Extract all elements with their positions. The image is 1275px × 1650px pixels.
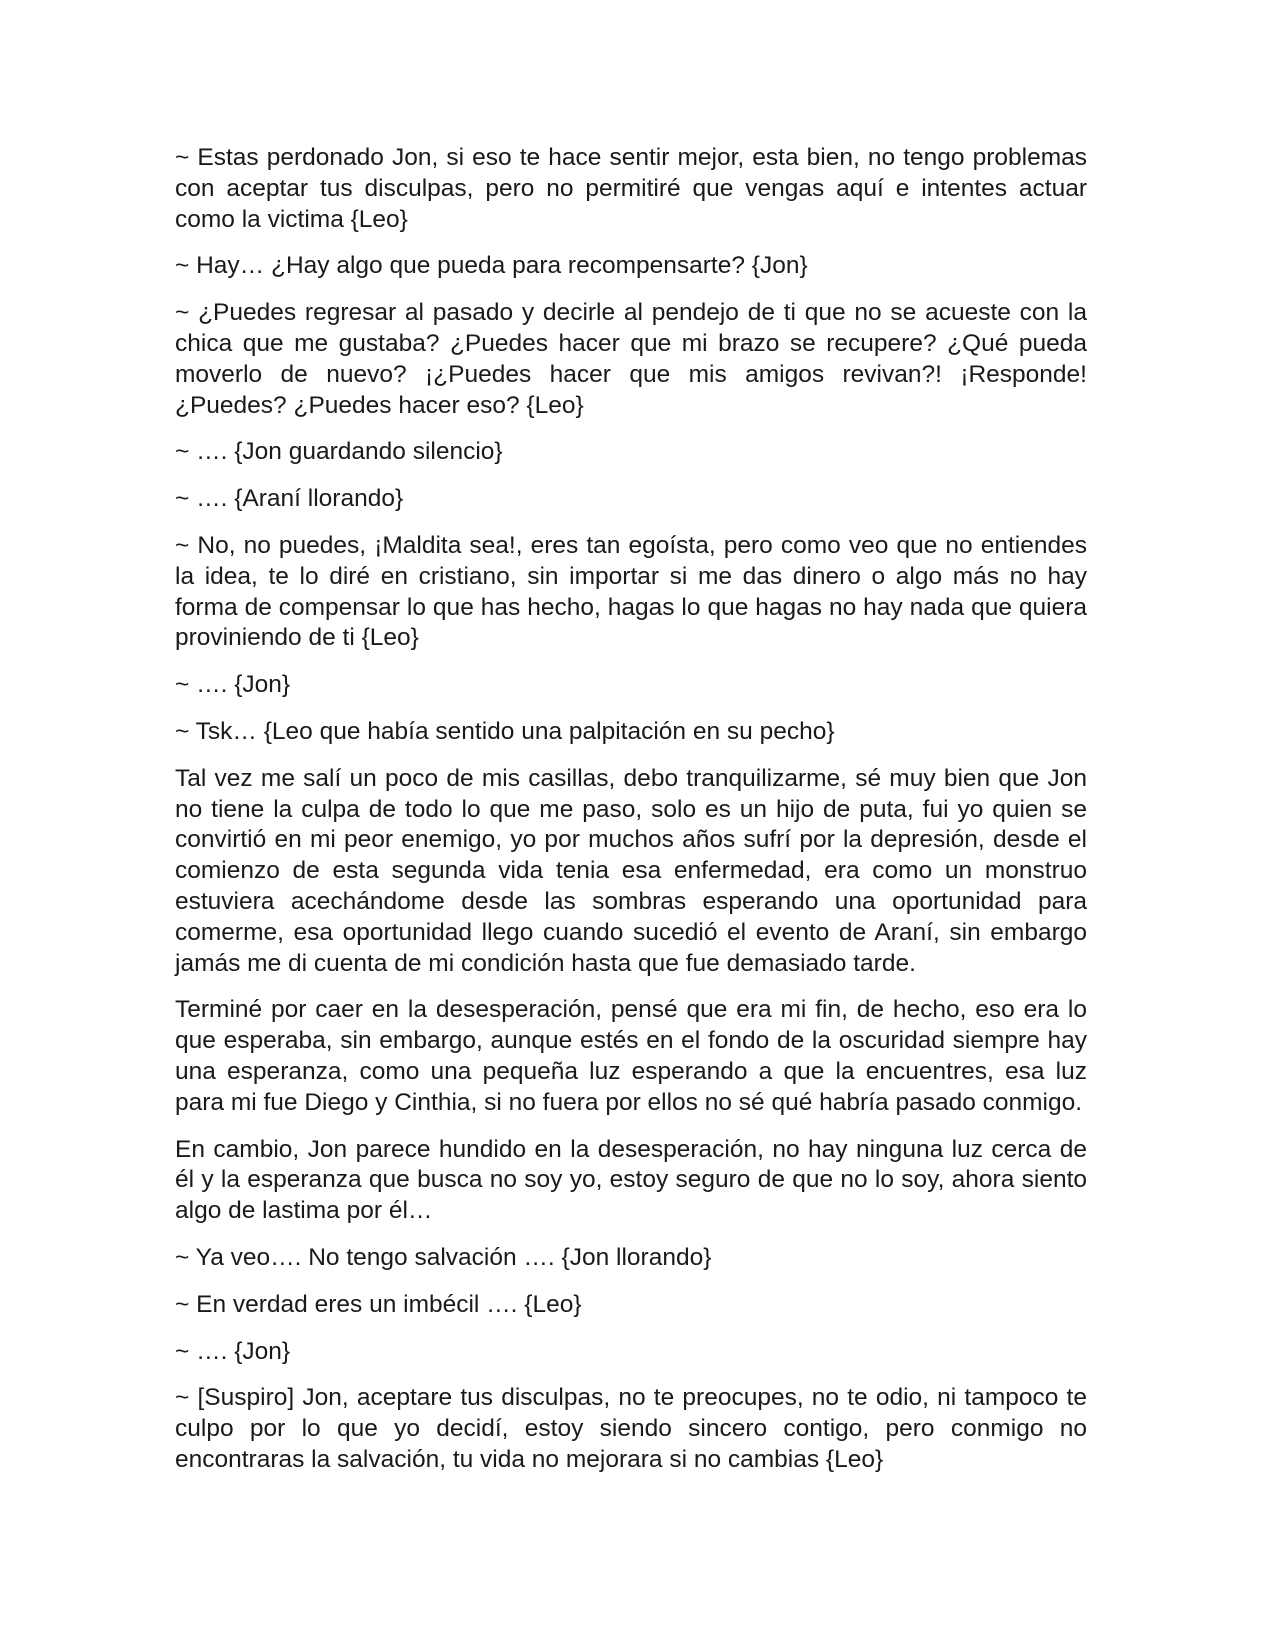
paragraph: ~ Estas perdonado Jon, si eso te hace sentir mejor, esta bien, no tengo problemas con aceptar tus disculpas, pero no permitiré que vengas aquí e intentes actuar como la victima {Leo} [175, 144, 1087, 233]
paragraph: Terminé por caer en la desesperación, pensé que era mi fin, de hecho, eso era lo que esperaba, sin embargo, aunque estés en el fondo de la oscuridad siempre hay una esperanza, como una pequeña luz esperando a que la encuentres, esa luz para mi fue Diego y Cinthia, si no fuera por ellos no sé qué habría pasado conmigo. [175, 996, 1087, 1116]
paragraph: ~ …. {Jon} [175, 671, 291, 699]
paragraph: ~ …. {Jon} [175, 1337, 291, 1365]
paragraph: ~ En verdad eres un imbécil …. {Leo} [175, 1290, 582, 1318]
paragraph: ~ …. {Araní llorando} [175, 485, 404, 513]
paragraph: Tal vez me salí un poco de mis casillas, debo tranquilizarme, sé muy bien que Jon no tiene la culpa de todo lo que me paso, solo es un hijo de puta, fui yo quien se convirtió en mi peor enemigo, yo por muchos años sufrí por la depresión, desde el comienzo de esta segunda vida tenia esa enfermedad, era como un monstruo estuviera acechándome desde las sombras esperando una oportunidad para comerme, esa oportunidad llego cuando sucedió el evento de Araní, sin embargo jamás me di cuenta de mi condición hasta que fue demasiado tarde. [175, 764, 1087, 977]
document-page [175, 143, 1087, 1492]
paragraph: ~ Hay… ¿Hay algo que pueda para recompensarte? {Jon} [175, 252, 808, 280]
paragraph: ~ Ya veo…. No tengo salvación …. {Jon llorando} [175, 1243, 712, 1271]
paragraph: ~ …. {Jon guardando silencio} [175, 438, 503, 466]
paragraph: ~ No, no puedes, ¡Maldita sea!, eres tan egoísta, pero como veo que no entiendes la idea, te lo diré en cristiano, sin importar si me das dinero o algo más no hay forma de compensar lo que has hecho, hagas lo que hagas no hay nada que quiera proviniendo de ti {Leo} [175, 531, 1087, 652]
paragraph: ~ [Suspiro] Jon, aceptare tus disculpas, no te preocupes, no te odio, ni tampoco te culpo por lo que yo decidí, estoy siendo sincero contigo, pero conmigo no encontraras la salvación, tu vida no mejorara si no cambias {Leo} [175, 1384, 1087, 1473]
paragraph: ~ Tsk… {Leo que había sentido una palpitación en su pecho} [175, 717, 835, 745]
paragraph: ~ ¿Puedes regresar al pasado y decirle al pendejo de ti que no se acueste con la chica que me gustaba? ¿Puedes hacer que mi brazo se recupere? ¿Qué pueda moverlo de nuevo? ¡¿Puedes hacer que mis amigos revivan?! ¡Responde! ¿Puedes? ¿Puedes hacer eso? {Leo} [175, 299, 1087, 419]
paragraph: En cambio, Jon parece hundido en la desesperación, no hay ninguna luz cerca de él y la esperanza que busca no soy yo, estoy seguro de que no lo soy, ahora siento algo de lastima por él… [175, 1135, 1087, 1225]
